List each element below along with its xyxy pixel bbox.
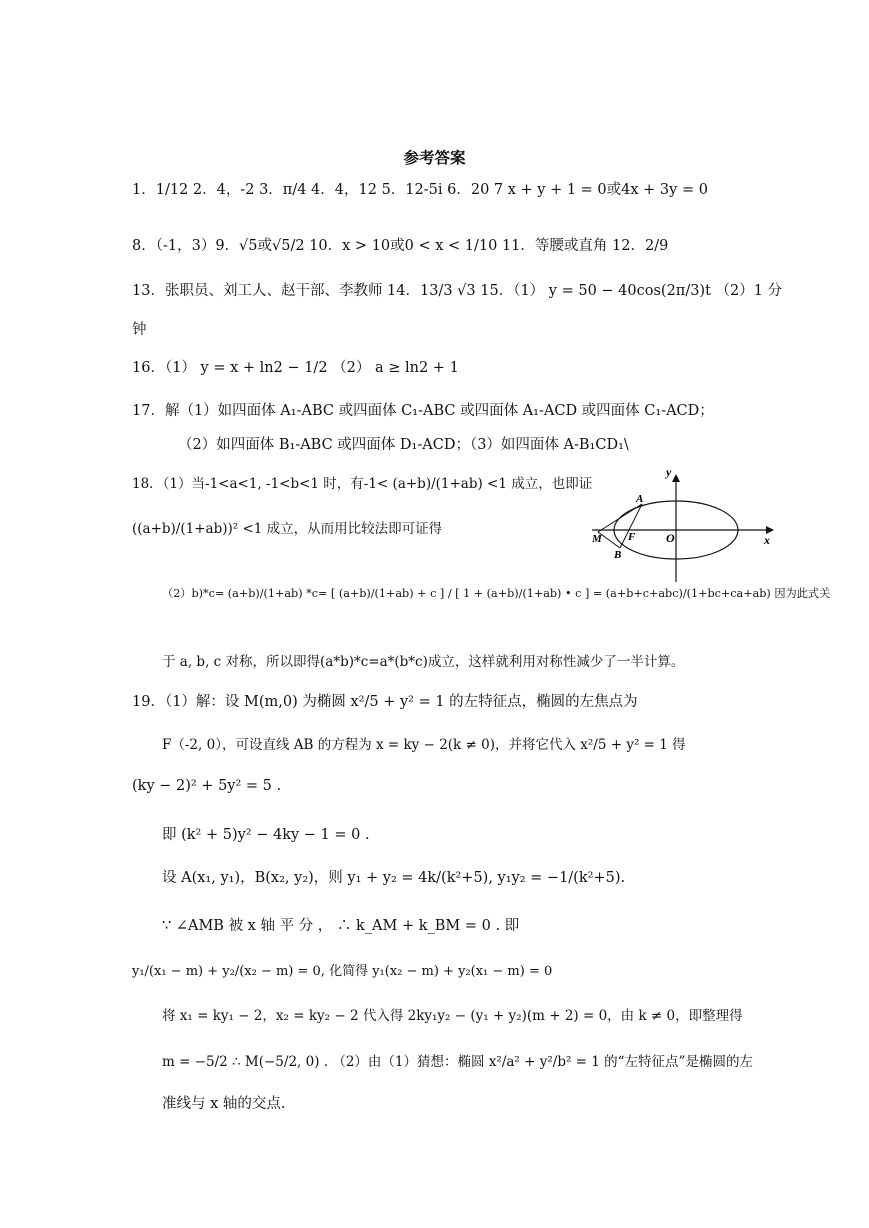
answer-18c: （2）b)*c= (a+b)/(1+ab) *c= [ (a+b)/(1+ab) + c ] / [ 1 + (a+b)/(1+ab) • c ] = (a+b+c+abc)/(1+bc+ca+ab) 因为此式关 (162, 587, 831, 600)
answer-18d: 于 a, b, c 对称，所以即得(a*b)*c=a*(b*c)成立，这样就利用对称性减少了一半计算。 (162, 654, 685, 670)
answer-19e: 设 A(x₁, y₁)，B(x₂, y₂)，则 y₁ + y₂ = 4k/(k²+5), y₁y₂ = −1/(k²+5). (162, 870, 626, 886)
answer-17b: （2）如四面体 B₁-ABC 或四面体 D₁-ACD；（3）如四面体 A-B₁CD₁\ (178, 437, 629, 453)
answer-19f: ∵ ∠AMB 被 x 轴 平 分 ， ∴ k_AM + k_BM = 0 . 即 (162, 918, 520, 934)
answer-19a: 19．（1）解：设 M(m,0) 为椭圆 x²/5 + y² = 1 的左特征点，椭圆的左焦点为 (132, 694, 638, 710)
label-O: O (666, 531, 675, 545)
label-A: A (636, 493, 644, 505)
answer-18a: 18．（1）当-1<a<1, -1<b<1 时，有-1< (a+b)/(1+ab) <1 成立，也即证 (132, 476, 593, 492)
answer-18b: ((a+b)/(1+ab))² <1 成立，从而用比较法即可证得 (132, 521, 443, 537)
label-x: x (764, 533, 770, 547)
answer-line-3: 13．张职员、刘工人、赵干部、李教师 14．13/3 √3 15．（1） y = 50 − 40cos(2π/3)t （2）1 分 (132, 283, 783, 299)
answer-17: 17．解（1）如四面体 A₁-ABC 或四面体 C₁-ABC 或四面体 A₁-ACD 或四面体 C₁-ACD； (132, 403, 714, 419)
answer-line-1: 1．1/12 2．4，-2 3．π/4 4．4，12 5．12-5i 6．20 7 x + y + 1 = 0或4x + 3y = 0 (132, 182, 708, 198)
answer-19d: 即 (k² + 5)y² − 4ky − 1 = 0 . (162, 827, 370, 843)
answer-19b: F（-2, 0），可设直线 AB 的方程为 x = ky − 2(k ≠ 0)，并将它代入 x²/5 + y² = 1 得 (162, 737, 686, 753)
answer-19g: y₁/(x₁ − m) + y₂/(x₂ − m) = 0, 化简得 y₁(x₂ − m) + y₂(x₁ − m) = 0 (132, 964, 553, 979)
page-title: 参考答案 (403, 148, 466, 167)
answer-16: 16．（1） y = x + ln2 − 1/2 （2） a ≥ ln2 + 1 (132, 360, 459, 376)
label-B: B (614, 549, 622, 561)
y-axis-arrow (672, 474, 680, 482)
ellipse-figure (588, 462, 778, 587)
answer-line-2: 8．（-1，3）9．√5或√5/2 10．x > 10或0 < x < 1/10 11．等腰或直角 12．2/9 (132, 238, 669, 254)
answer-19i: m = −5/2 ∴ M(−5/2, 0) . （2）由（1）猜想：椭圆 x²/a² + y²/b² = 1 的“左特征点”是椭圆的左 (162, 1054, 753, 1070)
answer-line-3b: 钟 (132, 322, 147, 338)
answer-19h: 将 x₁ = ky₁ − 2，x₂ = ky₂ − 2 代入得 2ky₁y₂ − (y₁ + y₂)(m + 2) = 0，由 k ≠ 0，即整理得 (162, 1008, 743, 1024)
label-F: F (628, 531, 636, 543)
label-y: y (666, 465, 672, 479)
answer-19c: (ky − 2)² + 5y² = 5 . (132, 778, 282, 794)
label-M: M (592, 533, 602, 545)
answer-19j: 准线与 x 轴的交点. (162, 1096, 286, 1112)
